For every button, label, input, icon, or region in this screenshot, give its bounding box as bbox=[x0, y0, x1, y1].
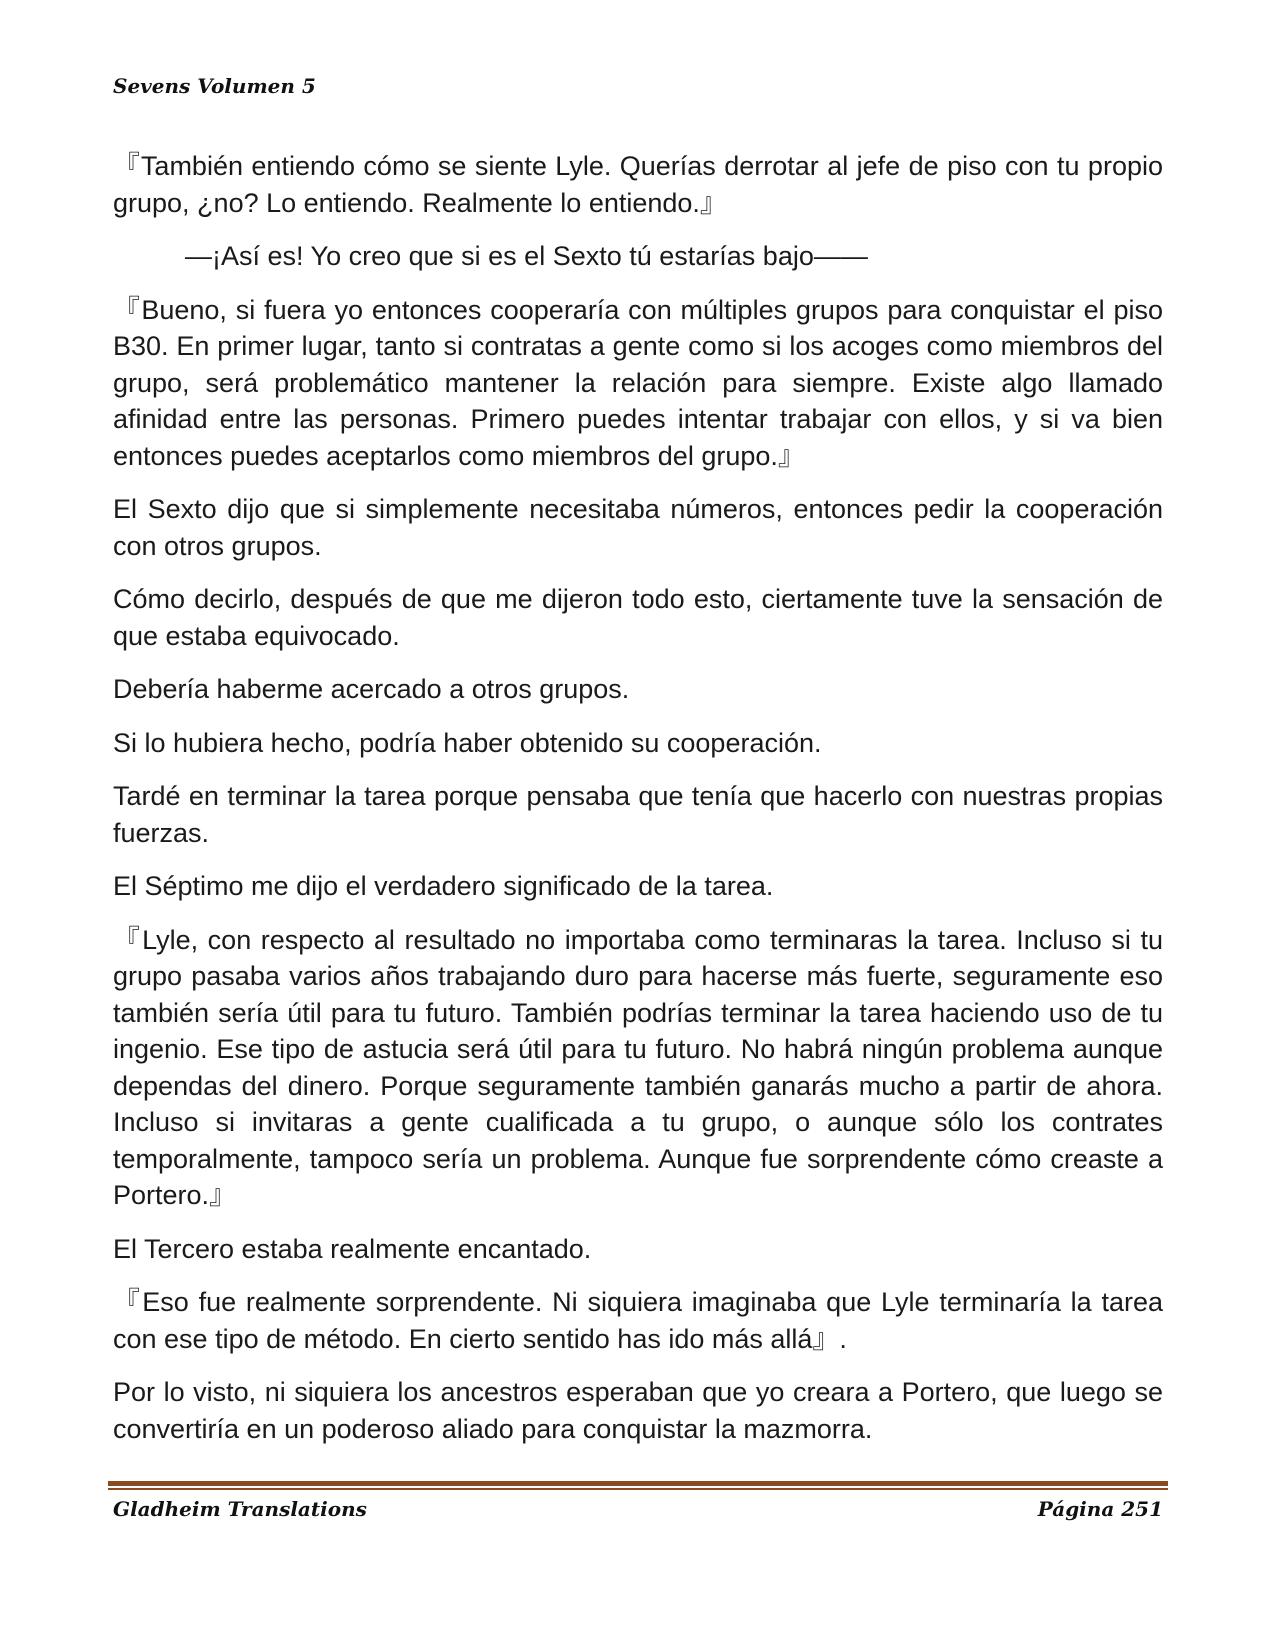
paragraph: Debería haberme acercado a otros grupos. bbox=[113, 674, 630, 704]
paragraph: El Séptimo me dijo el verdadero significado de la tarea. bbox=[113, 871, 774, 901]
paragraph: 『Bueno, si fuera yo entonces cooperaría con múltiples grupos para conquistar el piso B30. En primer lugar, tanto si contratas a gente como si los acoges como miembros del grupo, será problemático mantener la relación para siempre. Existe algo llamado afinidad entre las personas. Primero puedes intentar trabajar con ellos, y si va bien entonces puedes aceptarlos como miembros del grupo.』 bbox=[113, 294, 1163, 471]
body-text bbox=[113, 148, 1163, 1464]
paragraph: Tardé en terminar la tarea porque pensaba que tenía que hacerlo con nuestras propias fuerzas. bbox=[113, 781, 1163, 848]
footer-publisher: Gladheim Translations bbox=[113, 1497, 367, 1521]
footer-divider bbox=[108, 1481, 1168, 1490]
paragraph: 『También entiendo cómo se siente Lyle. Querías derrotar al jefe de piso con tu propio grupo, ¿no? Lo entiendo. Realmente lo entiendo.』 bbox=[113, 151, 1163, 218]
paragraph: —¡Así es! Yo creo que si es el Sexto tú estarías bajo—— bbox=[185, 241, 868, 271]
paragraph: El Tercero estaba realmente encantado. bbox=[113, 1233, 592, 1264]
page-number: Página 251 bbox=[1037, 1497, 1163, 1521]
paragraph: 『Eso fue realmente sorprendente. Ni siquiera imaginaba que Lyle terminaría la tarea con ese tipo de método. En cierto sentido has ido más allá』. bbox=[113, 1287, 1163, 1354]
paragraph: Por lo visto, ni siquiera los ancestros esperaban que yo creara a Portero, que luego se convertiría en un poderoso aliado para conquistar la mazmorra. bbox=[113, 1377, 1163, 1444]
paragraph: El Sexto dijo que si simplemente necesitaba números, entonces pedir la cooperación con otros grupos. bbox=[113, 494, 1163, 561]
paragraph: Cómo decirlo, después de que me dijeron todo esto, ciertamente tuve la sensación de que estaba equivocado. bbox=[113, 584, 1163, 651]
paragraph: 『Lyle, con respecto al resultado no importaba como terminaras la tarea. Incluso si tu grupo pasaba varios años trabajando duro para hacerse más fuerte, seguramente eso también sería útil para tu futuro. También podrías terminar la tarea haciendo uso de tu ingenio. Ese tipo de astucia será útil para tu futuro. No habrá ningún problema aunque dependas del dinero. Porque seguramente también ganarás mucho a partir de ahora. Incluso si invitaras a gente cualificada a tu grupo, o aunque sólo los contrates temporalmente, tampoco sería un problema. Aunque fue sorprendente cómo creaste a Portero.』 bbox=[113, 924, 1163, 1210]
running-header: Sevens Volumen 5 bbox=[113, 74, 316, 98]
paragraph: Si lo hubiera hecho, podría haber obtenido su cooperación. bbox=[113, 727, 822, 758]
